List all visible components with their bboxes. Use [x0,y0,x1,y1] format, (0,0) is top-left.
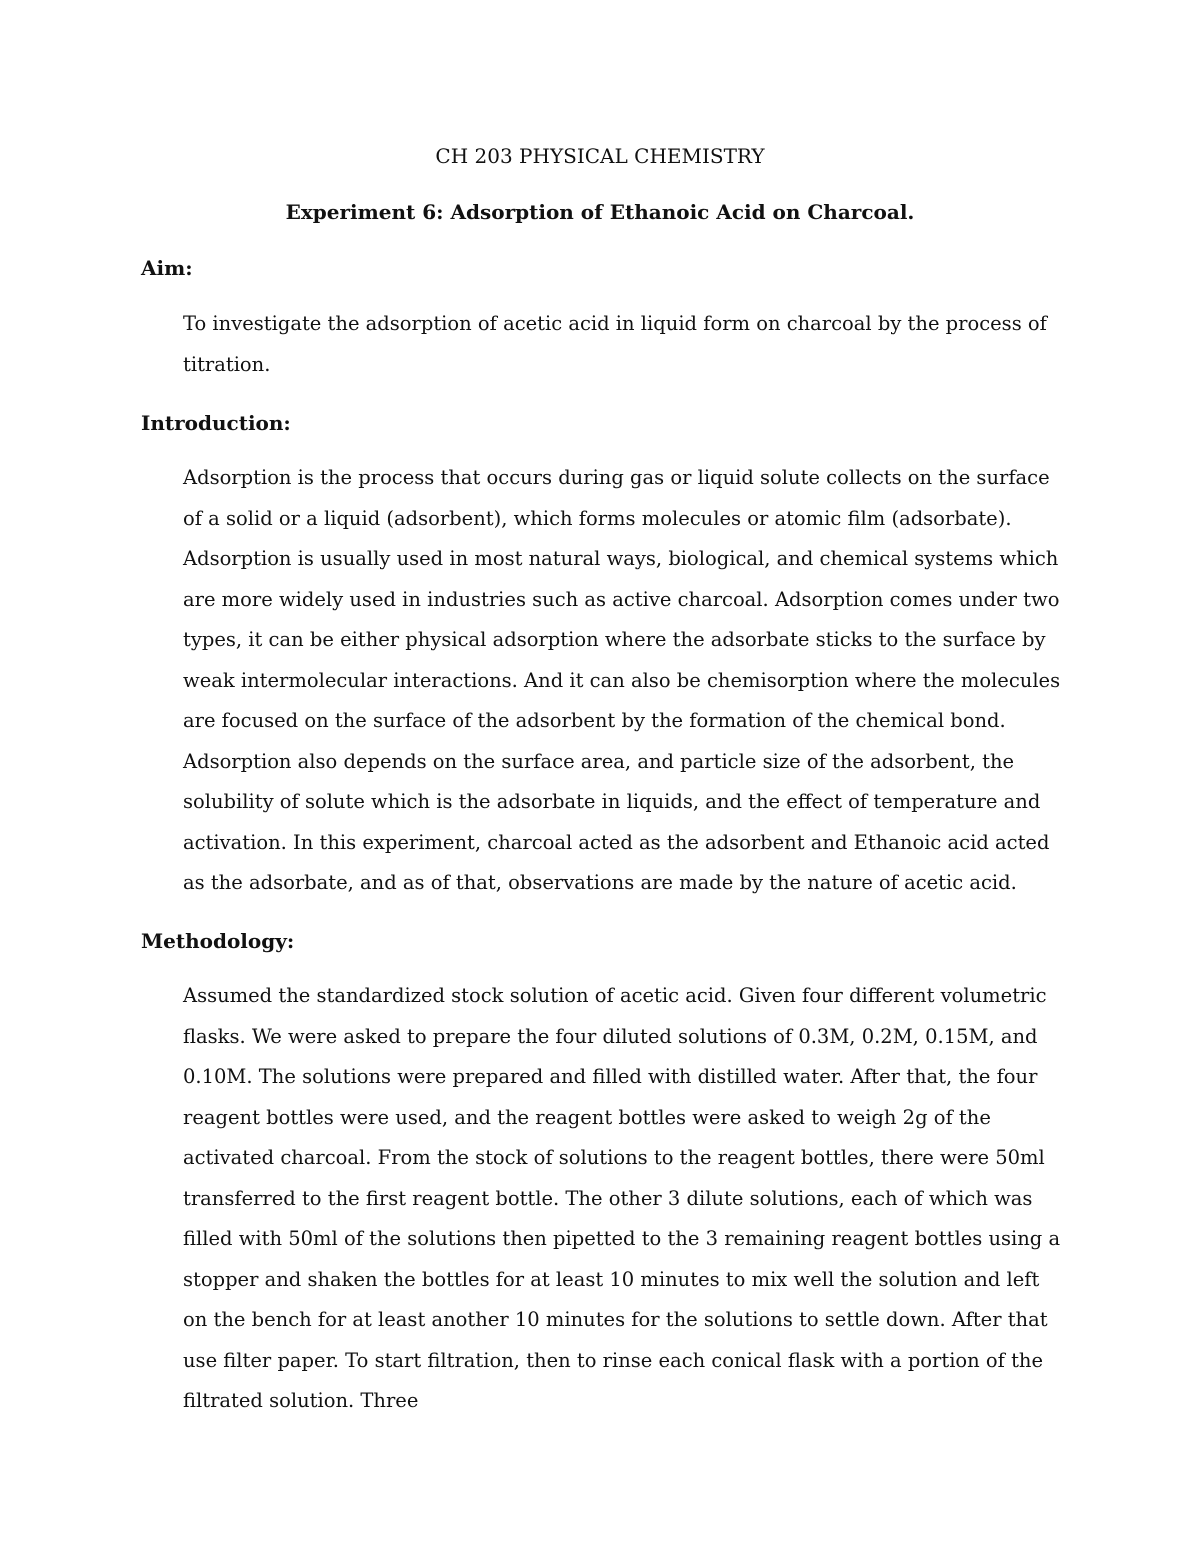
aim-paragraph: To investigate the adsorption of acetic acid in liquid form on charcoal by the process of titration. [183,312,1047,376]
methodology-heading: Methodology: [141,929,295,953]
course-title: CH 203 PHYSICAL CHEMISTRY [435,144,765,168]
introduction-paragraph: Adsorption is the process that occurs during gas or liquid solute collects on the surface of a solid or a liquid (adsorbent), which forms molecules or atomic film (adsorbate). Adsorption is usually used in most natural ways, biological, and chemical systems which are more widely used in industries such as active charcoal. Adsorption comes under two types, it can be either physical adsorption where the adsorbate sticks to the surface by weak intermolecular interactions. And it can also be chemisorption where the molecules are focused on the surface of the adsorbent by the formation of the chemical bond. Adsorption also depends on the surface area, and particle size of the adsorbent, the solubility of solute which is the adsorbate in liquids, and the effect of temperature and activation. In this experiment, charcoal acted as the adsorbent and Ethanoic acid acted as the adsorbate, and as of that, observations are made by the nature of acetic acid. [183,466,1061,894]
introduction-heading: Introduction: [141,411,291,435]
experiment-title: Experiment 6: Adsorption of Ethanoic Acid on Charcoal. [285,200,915,224]
aim-heading: Aim: [141,256,193,280]
methodology-paragraph: Assumed the standardized stock solution of acetic acid. Given four different volumetric flasks. We were asked to prepare the four diluted solutions of 0.3M, 0.2M, 0.15M, and 0.10M. The solutions were prepared and filled with distilled water. After that, the four reagent bottles were used, and the reagent bottles were asked to weigh 2g of the activated charcoal. From the stock of solutions to the reagent bottles, there were 50ml transferred to the first reagent bottle. The other 3 dilute solutions, each of which was filled with 50ml of the solutions then pipetted to the 3 remaining reagent bottles using a stopper and shaken the bottles for at least 10 minutes to mix well the solution and left on the bench for at least another 10 minutes for the solutions to settle down. After that use filter paper. To start filtration, then to rinse each conical flask with a portion of the filtrated solution. Three [183,984,1061,1412]
